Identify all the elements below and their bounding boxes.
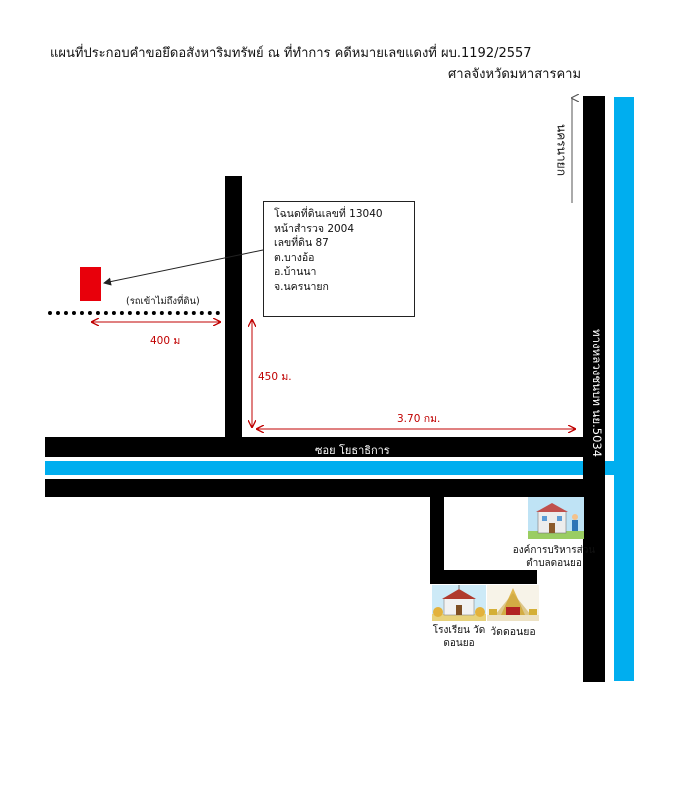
- temple-label: วัดดอนยอ: [490, 626, 536, 638]
- deed-line: หน้าสำรวจ 2004: [274, 222, 355, 235]
- sao-office-label: องค์การบริหารส่วน ตำบลดอนยอ: [512, 545, 596, 569]
- map-title: แผนที่ประกอบคำขอยึดอสังหาริมทรัพย์ ณ ที่ทำการ คดีหมายเลขแดงที่ ผบ.1192/2557: [50, 46, 532, 61]
- deed-line: โฉนดที่ดินเลขที่ 13040: [274, 208, 383, 220]
- school-label: โรงเรียน วัดดอนยอ: [432, 625, 486, 649]
- sao-office-icon: [528, 497, 584, 539]
- school-icon: [432, 585, 486, 621]
- deed-line: จ.นครนายก: [274, 280, 329, 293]
- deed-line: ต.บางอ้อ: [274, 251, 315, 264]
- access-note: (รถเข้าไม่ถึงที่ดิน): [126, 296, 200, 307]
- temple-icon: [487, 585, 539, 621]
- deed-line: อ.บ้านนา: [274, 266, 317, 279]
- distance-east: 3.70 กม.: [397, 413, 441, 425]
- north-direction-label: นครนายก: [554, 124, 569, 176]
- soi-road-label: ซอย โยธาธิการ: [315, 444, 390, 457]
- highway-label: ทางหลวงชนบท นย.5034: [590, 328, 604, 458]
- court-name: ศาลจังหวัดมหาสารคาม: [448, 67, 582, 82]
- distance-south: 450 ม.: [258, 371, 292, 383]
- deed-line: เลขที่ดิน 87: [274, 237, 329, 250]
- deed-pointer-arrow: [104, 250, 263, 283]
- distance-west: 400 ม: [150, 335, 181, 347]
